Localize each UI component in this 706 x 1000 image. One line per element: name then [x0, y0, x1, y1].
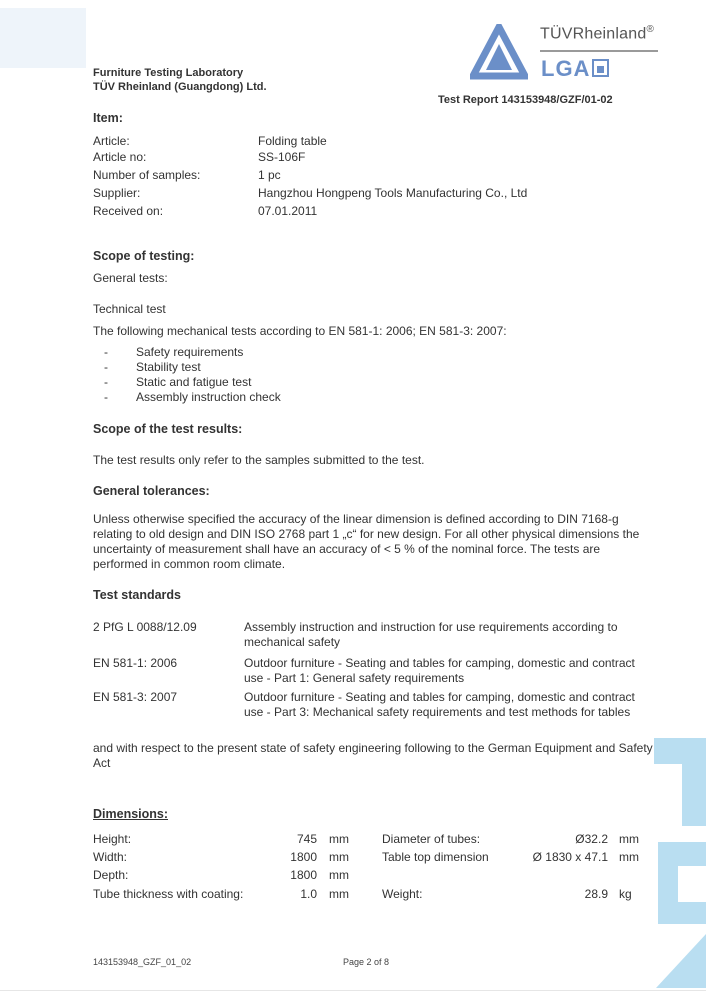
results-text: The test results only refer to the samples submitted to the test.: [93, 453, 425, 467]
item-value: Folding table: [258, 134, 327, 148]
item-label: Received on:: [93, 204, 164, 218]
dimension-value: Ø 1830 x 47.1: [532, 850, 608, 864]
results-heading: Scope of the test results:: [93, 422, 243, 436]
dimension-value: 1800: [290, 850, 317, 864]
dimension-value: 1.0: [300, 887, 317, 901]
dimension-unit: mm: [329, 850, 349, 864]
report-number: Test Report 143153948/GZF/01-02: [438, 94, 613, 106]
standard-description: Outdoor furniture - Seating and tables for camping, domestic and contract use - Part 3: Mechanical safety requirements and test methods for tables: [244, 690, 635, 719]
general-tests-label: General tests:: [93, 271, 168, 285]
standard-description: Outdoor furniture - Seating and tables for camping, domestic and contract use - Part 1: General safety requirements: [244, 656, 635, 685]
dimension-unit: mm: [619, 850, 639, 864]
dimension-label: Height:: [93, 832, 132, 846]
standards-heading: Test standards: [93, 588, 181, 602]
dimension-unit: mm: [329, 868, 349, 882]
dimension-value: 28.9: [584, 887, 608, 901]
dimension-unit: mm: [619, 832, 639, 846]
item-label: Article no:: [93, 150, 147, 164]
list-item: - Assembly instruction check: [104, 390, 281, 405]
registered-mark: ®: [646, 24, 655, 35]
standard-code: EN 581-1: 2006: [93, 656, 178, 670]
lga-box-icon: [592, 59, 609, 77]
standard-code: 2 PfG L 0088/12.09: [93, 620, 197, 634]
corner-decoration: [0, 8, 86, 68]
dimension-unit: mm: [329, 832, 349, 846]
list-item: - Stability test: [104, 360, 281, 375]
lga-watermark-icon: [646, 738, 706, 988]
item-heading: Item:: [93, 111, 123, 125]
dimension-value: 1800: [290, 868, 317, 882]
footer-ref: 143153948_GZF_01_02: [93, 957, 192, 967]
item-value: 07.01.2011: [258, 204, 318, 218]
dimension-unit: mm: [329, 887, 349, 901]
item-label: Number of samples:: [93, 168, 201, 182]
lab-name: [93, 66, 267, 94]
lab-line-1: Furniture Testing Laboratory: [93, 67, 244, 79]
standard-code: EN 581-3: 2007: [93, 690, 178, 704]
dimension-label: Weight:: [382, 887, 423, 901]
dimension-value: 745: [296, 832, 317, 846]
technical-test-label: Technical test: [93, 302, 166, 316]
tuv-brand: [540, 24, 654, 43]
list-item: - Static and fatigue test: [104, 375, 281, 390]
test-list: [104, 345, 281, 405]
dimension-label: Diameter of tubes:: [382, 832, 481, 846]
standards-closing: and with respect to the present state of safety engineering following to the German Equipment and Safety Act: [93, 741, 653, 770]
item-label: Supplier:: [93, 186, 141, 200]
tuv-brand-name: TÜVRheinland: [540, 25, 647, 43]
scope-heading: Scope of testing:: [93, 249, 195, 263]
dimensions-heading: Dimensions:: [93, 807, 169, 821]
lga-logo: [541, 56, 609, 82]
lab-line-2: TÜV Rheinland (Guangdong) Ltd.: [93, 81, 267, 93]
dimension-label: Table top dimension: [382, 850, 489, 864]
list-item: - Safety requirements: [104, 345, 281, 360]
scope-intro: The following mechanical tests according to EN 581-1: 2006; EN 581-3: 2007:: [93, 324, 507, 338]
tolerances-text: Unless otherwise specified the accuracy of the linear dimension is defined according to DIN 7168-g relating to old design and DIN ISO 2768 part 1 „c“ for new design. For all other physical dimensions the uncertainty of measurement shall have an accuracy of < 5 % of the nominal force. The tests are performed in common room climate.: [93, 512, 640, 571]
dimension-label: Depth:: [93, 868, 129, 882]
tolerances-heading: General tolerances:: [93, 484, 210, 498]
tuv-triangle-logo-icon: [470, 24, 528, 80]
item-value: Hangzhou Hongpeng Tools Manufacturing Co., Ltd: [258, 186, 528, 200]
dimension-value: Ø32.2: [575, 832, 608, 846]
dimension-label: Tube thickness with coating:: [93, 887, 244, 901]
lga-text: LGA: [541, 56, 591, 81]
item-value: 1 pc: [258, 168, 281, 182]
dimension-unit: kg: [619, 887, 632, 901]
item-label: Article:: [93, 134, 130, 148]
brand-divider: [540, 50, 658, 52]
dimension-label: Width:: [93, 850, 128, 864]
item-value: SS-106F: [258, 150, 306, 164]
page-number: Page 2 of 8: [343, 957, 390, 967]
bottom-divider: [0, 990, 706, 991]
standard-description: Assembly instruction and instruction for use requirements according to mechanical safety: [244, 620, 618, 649]
